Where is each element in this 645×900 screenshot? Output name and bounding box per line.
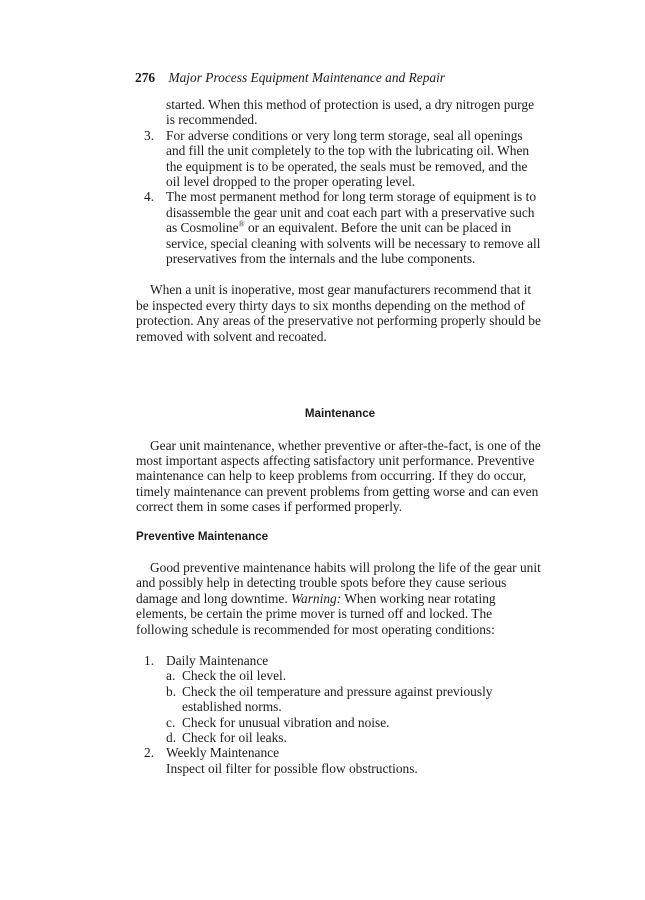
schedule-subitem	[136, 668, 544, 683]
subitem-label: d.	[166, 730, 177, 745]
subitem-text: Check for unusual vibration and noise.	[182, 714, 390, 730]
subitem-label: a.	[166, 668, 176, 684]
schedule-title: Weekly Maintenance	[166, 745, 280, 761]
subitem-text: Check for oil leaks.	[182, 730, 287, 745]
maintenance-heading: Maintenance	[304, 407, 376, 421]
subitem-label: c.	[166, 714, 176, 730]
preventive-maintenance-heading: Preventive Maintenance	[136, 529, 269, 543]
subitem-label: b.	[166, 683, 177, 699]
maintenance-paragraph: Gear unit maintenance, whether preventive or after-the-fact, is one of the most important aspects affecting satisfactory unit performance. Preventive maintenance can help to keep problems from occurring. If they do occur, timely maintenance can prevent problems from getting worse and can even correct them in some cases if performed properly.	[136, 437, 541, 515]
list-item	[136, 128, 544, 190]
inoperative-paragraph: When a unit is inoperative, most gear manufacturers recommend that it be inspected every thirty days to six months depending on the method of protection. Any areas of the preservative not performing properly should be removed with solvent and recoated.	[136, 282, 541, 344]
subitem-text: Check the oil level.	[182, 668, 287, 684]
page-number: 276	[135, 70, 156, 85]
page-body	[136, 97, 544, 776]
list-number: 4.	[144, 189, 155, 205]
schedule-item	[136, 653, 544, 668]
preventive-paragraph	[136, 560, 544, 637]
warning-label: Warning:	[291, 590, 342, 606]
list-item-text: The most permanent method for long term storage of equipment is to disassemble the gear unit and coat each part with a preservative such as Cosmoline	[166, 189, 537, 236]
schedule-subitem	[136, 715, 544, 730]
schedule-detail: Inspect oil filter for possible flow obstructions.	[166, 760, 418, 776]
registered-mark: ®	[238, 219, 245, 229]
list-number: 3.	[144, 127, 155, 143]
schedule-item	[136, 745, 544, 760]
list-item	[136, 189, 544, 266]
list-item-text: For adverse conditions or very long term storage, seal all openings and fill the unit completely to the top with the lubricating oil. When the equipment is to be operated, the seals must be removed, and the oil level dropped to the proper operating level.	[166, 127, 530, 190]
running-title: Major Process Equipment Maintenance and Repair	[168, 70, 446, 85]
list-number: 2.	[144, 745, 155, 761]
schedule-subitem	[136, 684, 544, 715]
schedule-subitem	[136, 730, 544, 745]
page-header	[135, 70, 445, 85]
subitem-text: Check the oil temperature and pressure against previously established norms.	[182, 683, 493, 715]
list-number: 1.	[144, 652, 155, 668]
continued-list-text: started. When this method of protection is used, a dry nitrogen purge is recommended.	[166, 97, 535, 128]
preventive-text-continued: When working near rotating elements, be certain the prime mover is turned off and locked. The following schedule is recommended for most operating conditions:	[136, 590, 496, 637]
list-item-text-continued: or an equivalent. Before the unit can be placed in service, special cleaning with solvents will be necessary to remove all preservatives from the internals and the lube components.	[166, 220, 541, 267]
schedule-title: Daily Maintenance	[166, 652, 269, 668]
preventive-text: Good preventive maintenance habits will prolong the life of the gear unit and possibly help in detecting trouble spots before they cause serious damage and long downtime.	[136, 559, 541, 606]
